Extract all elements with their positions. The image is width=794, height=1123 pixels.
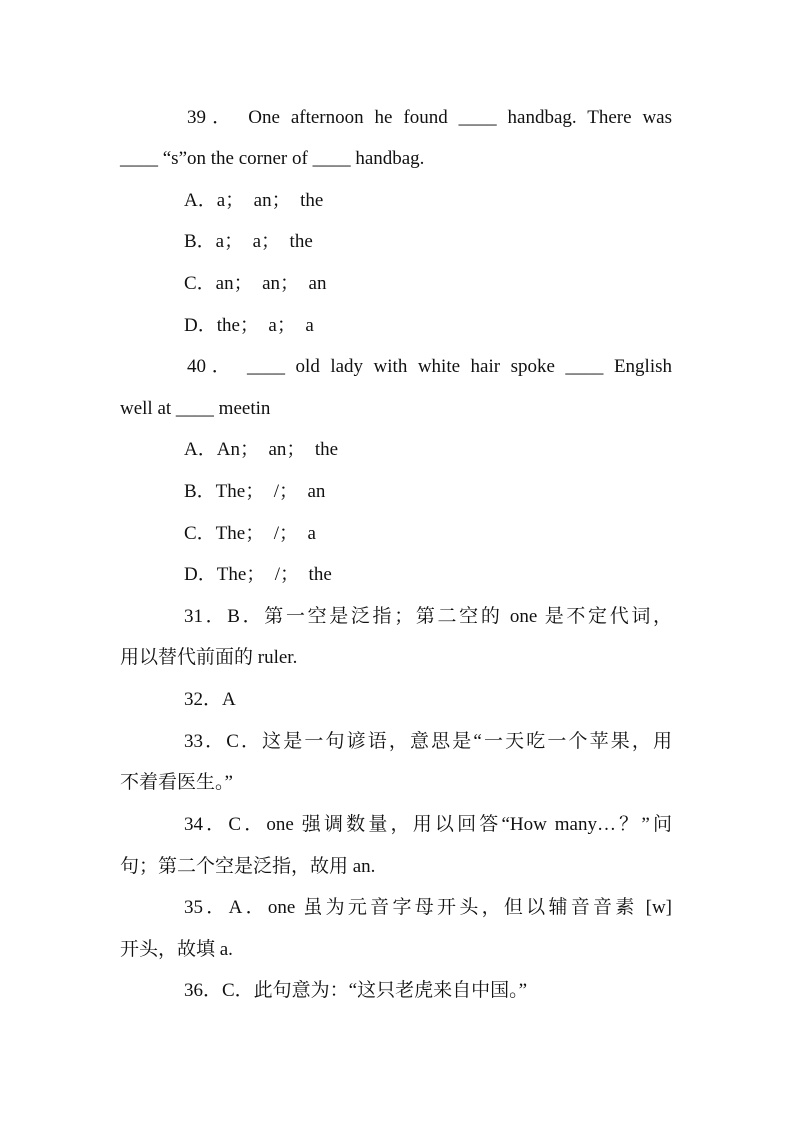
answer-35-line-2: 开头，故填 a. [120, 939, 233, 960]
answer-33-line-2: 不着看医生。” [120, 772, 233, 793]
answer-34-line-1: 34．C．one 强调数量，用以回答“How many…？”问 [184, 814, 672, 835]
question-39-text-line-2: ____ “s”on the corner of ____ handbag. [120, 148, 425, 169]
question-39-text-line-1: 39． One afternoon he found ____ handbag. There was [187, 107, 672, 128]
question-40-option-c: C．The； /； a [184, 523, 316, 544]
answer-36-line-1: 36．C．此句意为：“这只老虎来自中国。” [184, 980, 528, 1001]
question-40-option-d: D．The； /； the [184, 564, 332, 585]
question-39-option-d: D．the； a； a [184, 315, 314, 336]
question-39-option-b: B．a； a； the [184, 231, 313, 252]
answer-31-line-1: 31．B．第一空是泛指；第二空的 one 是不定代词， [184, 606, 672, 627]
question-39-option-c: C．an； an； an [184, 273, 327, 294]
answer-33-line-1: 33．C．这是一句谚语，意思是“一天吃一个苹果，用 [184, 731, 672, 752]
answer-34-line-2: 句；第二个空是泛指，故用 an. [120, 856, 376, 877]
answer-35-line-1: 35．A．one 虽为元音字母开头，但以辅音音素 [w] [184, 897, 672, 918]
question-39-option-a: A．a； an； the [184, 190, 324, 211]
answer-31-line-2: 用以替代前面的 ruler. [120, 647, 298, 668]
question-40-text-line-1: 40． ____ old lady with white hair spoke ____ English [187, 356, 672, 377]
question-40-option-a: A．An； an； the [184, 439, 339, 460]
answer-32-line-1: 32．A [184, 689, 236, 710]
question-40-option-b: B．The； /； an [184, 481, 326, 502]
question-40-text-line-2: well at ____ meetin [120, 398, 271, 419]
